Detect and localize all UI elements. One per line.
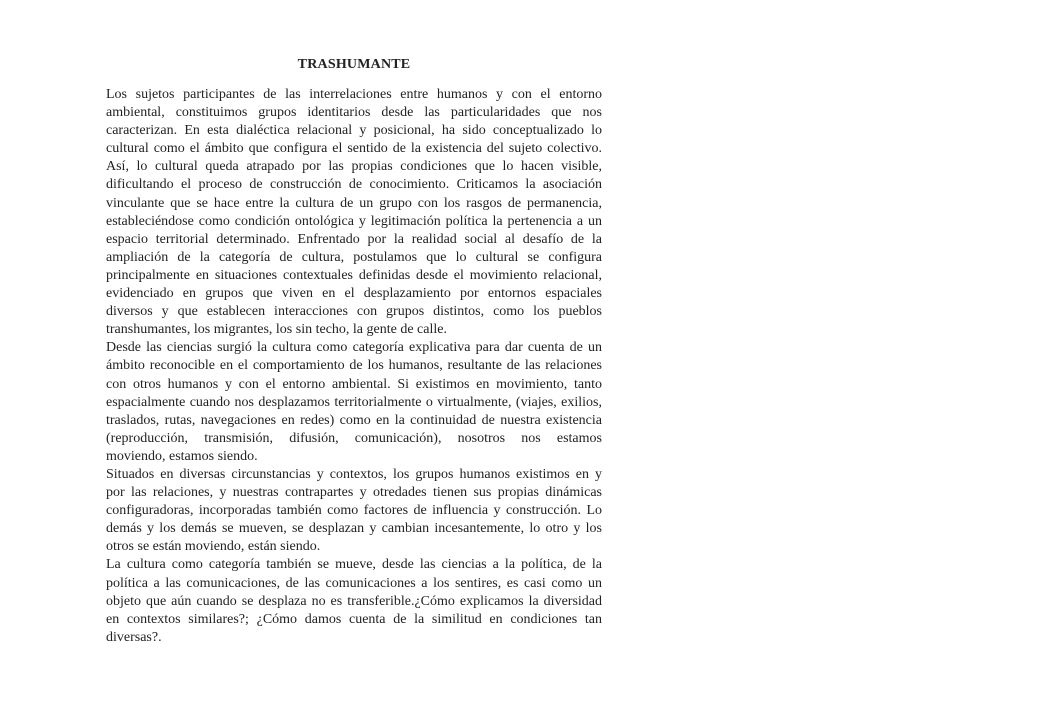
text-line: Situados en diversas circunstancias y contextos, los grupos humanos existimos en y <box>106 466 602 482</box>
text-line: evidenciado en grupos que viven en el desplazamiento por entornos espaciales <box>106 286 602 302</box>
text-line: otros se están moviendo, están siendo. <box>106 539 321 555</box>
text-line: diversos y que establecen interacciones con grupos distintos, como los pueblos <box>106 304 602 320</box>
text-line: cultural como el ámbito que configura el sentido de la existencia del sujeto colectivo. <box>106 141 602 157</box>
text-line: espacialmente cuando nos desplazamos territorialmente o virtualmente, (viajes, exilios, <box>106 394 602 410</box>
text-line: con otros humanos y con el entorno ambiental. Si existimos en movimiento, tanto <box>106 376 602 392</box>
text-line: Desde las ciencias surgió la cultura como categoría explicativa para dar cuenta de un <box>106 340 602 356</box>
text-line: Los sujetos participantes de las interrelaciones entre humanos y con el entorno <box>106 87 602 102</box>
text-line: La cultura como categoría también se mueve, desde las ciencias a la política, de la <box>106 557 602 573</box>
text-line: estableciéndose como condición ontológica y legitimación política la pertenencia a un <box>106 213 602 229</box>
text-line: Así, lo cultural queda atrapado por las propias condiciones que lo hacen visible, <box>106 159 602 175</box>
text-line: vinculante que se hace entre la cultura de un grupo con los rasgos de permanencia, <box>106 195 602 211</box>
text-line: traslados, rutas, navegaciones en redes) como en la continuidad de nuestra existencia <box>106 412 602 428</box>
text-line: ampliación de la categoría de cultura, postulamos que lo cultural se configura <box>106 249 602 265</box>
text-line: demás y los demás se mueven, se desplazan y cambian incesantemente, lo otro y los <box>106 521 602 537</box>
text-line: transhumantes, los migrantes, los sin techo, la gente de calle. <box>106 322 447 338</box>
text-line: moviendo, estamos siendo. <box>106 448 258 464</box>
text-line: política a las comunicaciones, de las comunicaciones a los sentires, es casi como un <box>106 575 602 591</box>
text-line: caracterizan. En esta dialéctica relacional y posicional, ha sido conceptualizado lo <box>106 123 602 139</box>
text-line: dificultando el proceso de construcción de conocimiento. Criticamos la asociación <box>106 177 602 193</box>
text-line: diversas?. <box>106 629 162 645</box>
text-line: ambiental, constituimos grupos identitarios desde las particularidades que nos <box>106 105 602 121</box>
text-line: (reproducción, transmisión, difusión, comunicación), nosotros nos estamos <box>106 430 602 446</box>
text-line: espacio territorial determinado. Enfrentado por la realidad social al desafío de la <box>106 231 602 247</box>
text-line: en contextos similares?; ¿Cómo damos cuenta de la similitud en condiciones tan <box>106 611 602 627</box>
text-line: principalmente en situaciones contextuales definidas desde el movimiento relacional, <box>106 267 602 283</box>
text-line: configuradoras, incorporadas también como factores de influencia y construcción. Lo <box>106 503 602 519</box>
document-body <box>106 86 602 647</box>
text-line: por las relaciones, y nuestras contrapartes y otredades tienen sus propias dinámicas <box>106 485 602 501</box>
text-line: ámbito reconocible en el comportamiento de los humanos, resultante de las relaciones <box>106 358 602 374</box>
document-title: TRASHUMANTE <box>297 57 411 72</box>
text-line: objeto que aún cuando se desplaza no es transferible.¿Cómo explicamos la diversidad <box>106 593 602 609</box>
